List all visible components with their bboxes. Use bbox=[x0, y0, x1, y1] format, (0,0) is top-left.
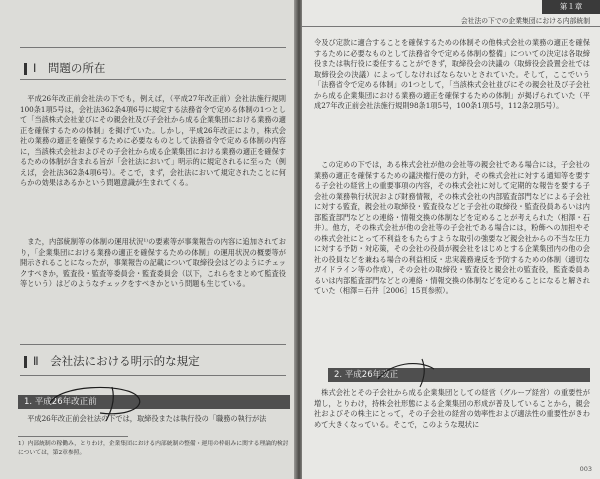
footnote: 1）内部統制の稼働み，とりわけ，企業集団における内部統制の整備・運用の枠組みに関する理論的検討については，第2章参照。 bbox=[18, 441, 289, 456]
running-head: 会社法の下での企業集団における内部統制 bbox=[460, 17, 590, 25]
left-page bbox=[0, 0, 296, 479]
right-para-2: この定めの下では，ある株式会社が他の会社等の親会社である場合には，子会社の業務の適正を確保するための議決権行使の方針，その株式会社に対する通知等を要する子会社の経営上の重要事項の内容，その株式会社に対して定期的な報告を要する子会社の業務執行状況および財務情報，その株式会社の内部監査部門などによる子会社に対する監査，親会社の取締役・監査役などと子会社の取締役・監査役員あるいは内部監査部門などとの連絡・情報交換の体制などを定めることが考えられた（相澤・石井）。他方，その株式会社が他の会社等の子会社である場合には，粉飾への加担やその株式会社にとって不利益をもたらすような取引の強要など親会社からの不当な圧力に対する予防・対応策，その会社の役員が親会社をはじめとする企業集団内の他の会社の役員などを兼ねる場合の利益相反・忠実義務違反を予防するための体制（適切なガイドライン等の作成），その会社の取締役・監査役と親会社の監査役，監査委員あるいは内部監査部門などとの連絡・情報交換の体制などを定めることになると解されていた（相澤＝石井［2006］15頁参照）。 bbox=[314, 160, 590, 295]
section2-marker bbox=[24, 356, 27, 368]
section2-bottom-rule bbox=[20, 375, 286, 376]
right-para-3: 株式会社とその子会社から成る企業集団としての経営（グループ経営）の重要性が増し，とりわけ，持株会社形態による企業集団の形成が普及していることから，親会社およびその株主にとって，その子会社の経営の効率性および適法性の重要性がきわめて大きくなっている。そこで，このような現状に bbox=[314, 388, 590, 429]
header-rule bbox=[302, 26, 600, 27]
footnote-rule bbox=[18, 436, 128, 437]
section2-top-rule bbox=[20, 344, 286, 345]
section1-title: Ⅰ 問題の所在 bbox=[33, 61, 106, 75]
left-para-1: 平成26年改正前会社法の下でも，例えば，（平成27年改正前）会社法施行規則100条1項5号は，会社法362条4項6号に規定する法務省令で定める体制の1つとして「当該株式会社並びにその親会社及び子会社から成る企業集団における業務の適正を確保するための体制」を掲げていた。しかし，平成26年改正により，株式会社の業務の適正を確保するために必要なものとして法務省令で定める体制の内容に，当該株式会社およびその子会社から成る企業集団における業務の適正を確保するための体制が含まれる旨が「会社法において」明示的に規定されるに至った（例えば，会社法362条4項6号）。そこで，まず，会社法において規定されたことに何らかの効果はあるかという問題意識が生まれてくる。 bbox=[20, 94, 286, 187]
page-number: 003 bbox=[579, 465, 592, 473]
subsection1-title: 1. 平成26年改正前 bbox=[18, 395, 290, 409]
left-para-3: 平成26年改正前会社法の下では，取締役または執行役の「職務の執行が法 bbox=[27, 414, 267, 423]
subsection2-title: 2. 平成26年改正 bbox=[328, 368, 590, 382]
section1-bottom-rule bbox=[20, 79, 286, 80]
right-para-1: 令及び定款に適合することを確保するための体制その他株式会社の業務の適正を確保するために必要なものとして法務省令で定める体制の整備」についての決定は各取締役または執行役に委任することができず，取締役会の決議の（取締役会設置会社では取締役会の決議）によってしなければならないとされていた。そして，ここでいう「法務省令で定める体制」の1つとして，「当該株式会社並びにその親会社及び子会社から成る企業集団における業務の適正を確保するための体制」が掲げられていた（平成27年改正前会社法施行規則98条1項5号，100条1項5号，112条2項5号）。 bbox=[314, 38, 590, 110]
section1-top-rule bbox=[20, 47, 286, 48]
chapter-tab: 第１章 bbox=[542, 0, 600, 14]
section1-marker bbox=[24, 63, 27, 75]
section2-title: Ⅱ 会社法における明示的な規定 bbox=[33, 354, 200, 368]
left-para-2: また，内部統制等の体制の運用状況¹⁾の要素等が事業報告の内容に追加されており，「企業集団における業務の適正を確保するための体制」の運用状況の概要等が開示されることになったが，事業報告の記載について取締役会はどのようにチェックすべきか，監査役・監査等委員会・監査委員会（以下，これらをまとめて監査役等という）はどのようなチェックをすべきかという問題も生じている。 bbox=[20, 237, 286, 288]
right-page bbox=[302, 0, 600, 479]
